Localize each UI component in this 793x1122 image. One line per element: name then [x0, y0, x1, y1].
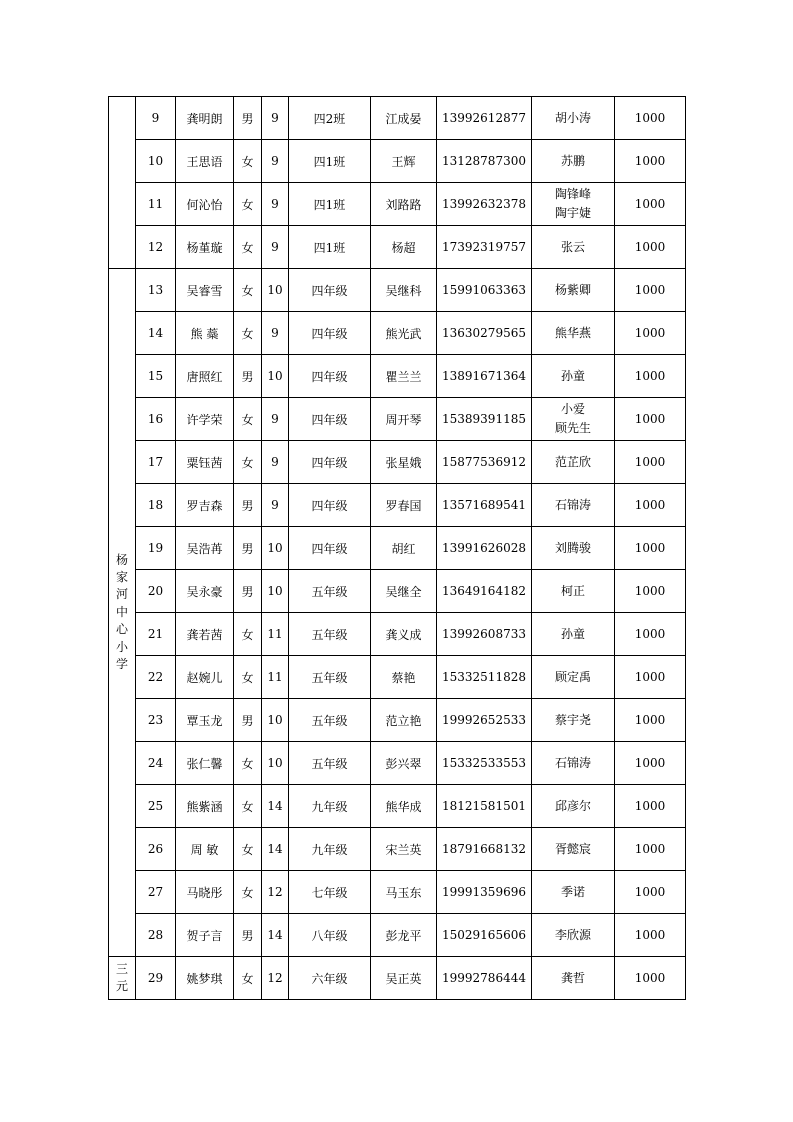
cell-amount: 1000	[615, 97, 686, 140]
cell-student-name: 吴浩苒	[176, 527, 234, 570]
cell-student-name: 马晓彤	[176, 871, 234, 914]
cell-gender: 女	[234, 398, 262, 441]
cell-age: 9	[262, 97, 289, 140]
cell-guardian: 张星娥	[371, 441, 437, 484]
cell-class: 六年级	[289, 957, 371, 1000]
cell-age: 12	[262, 957, 289, 1000]
cell-number: 10	[136, 140, 176, 183]
sponsor-name: 孙童	[560, 626, 585, 641]
cell-number: 19	[136, 527, 176, 570]
cell-age: 11	[262, 613, 289, 656]
cell-school	[109, 957, 136, 1000]
cell-amount: 1000	[615, 312, 686, 355]
cell-guardian: 范立艳	[371, 699, 437, 742]
table-row	[109, 398, 686, 441]
cell-sponsor	[532, 226, 615, 269]
cell-amount: 1000	[615, 828, 686, 871]
cell-number: 28	[136, 914, 176, 957]
cell-guardian: 吴继全	[371, 570, 437, 613]
cell-age: 10	[262, 355, 289, 398]
cell-phone: 13128787300	[437, 140, 532, 183]
cell-phone: 13630279565	[437, 312, 532, 355]
sponsor-name: 柯正	[560, 583, 585, 598]
sponsor-name: 季诺	[560, 884, 585, 899]
cell-phone: 19992652533	[437, 699, 532, 742]
cell-phone: 13992608733	[437, 613, 532, 656]
table-row	[109, 312, 686, 355]
cell-phone: 13649164182	[437, 570, 532, 613]
table-row	[109, 269, 686, 312]
cell-sponsor	[532, 957, 615, 1000]
cell-number: 20	[136, 570, 176, 613]
sponsor-name: 石锦涛	[554, 497, 591, 512]
table-row	[109, 914, 686, 957]
cell-age: 11	[262, 656, 289, 699]
cell-sponsor	[532, 355, 615, 398]
cell-number: 13	[136, 269, 176, 312]
cell-phone: 15332533553	[437, 742, 532, 785]
cell-guardian: 罗春国	[371, 484, 437, 527]
cell-student-name: 杨堇璇	[176, 226, 234, 269]
cell-class: 五年级	[289, 742, 371, 785]
cell-guardian: 刘路路	[371, 183, 437, 226]
cell-class: 五年级	[289, 656, 371, 699]
cell-sponsor	[532, 656, 615, 699]
cell-class: 四1班	[289, 183, 371, 226]
cell-class: 四年级	[289, 312, 371, 355]
sponsor-name: 蔡宇尧	[554, 712, 591, 727]
cell-phone: 18121581501	[437, 785, 532, 828]
cell-student-name: 熊 蘂	[176, 312, 234, 355]
cell-sponsor	[532, 398, 615, 441]
cell-student-name: 王思语	[176, 140, 234, 183]
cell-amount: 1000	[615, 656, 686, 699]
cell-gender: 男	[234, 355, 262, 398]
cell-guardian: 马玉东	[371, 871, 437, 914]
sponsor-name: 苏鹏	[560, 153, 585, 168]
cell-number: 27	[136, 871, 176, 914]
cell-sponsor	[532, 140, 615, 183]
cell-guardian: 王辉	[371, 140, 437, 183]
cell-age: 14	[262, 785, 289, 828]
sponsor-name: 石锦涛	[554, 755, 591, 770]
cell-student-name: 熊紫涵	[176, 785, 234, 828]
cell-gender: 女	[234, 613, 262, 656]
table-row	[109, 183, 686, 226]
cell-class: 四年级	[289, 398, 371, 441]
table-row	[109, 871, 686, 914]
cell-age: 14	[262, 914, 289, 957]
cell-sponsor	[532, 828, 615, 871]
cell-guardian: 杨超	[371, 226, 437, 269]
cell-age: 10	[262, 269, 289, 312]
cell-amount: 1000	[615, 355, 686, 398]
cell-amount: 1000	[615, 484, 686, 527]
sponsor-name: 小爱	[560, 402, 585, 417]
table-row	[109, 656, 686, 699]
cell-number: 14	[136, 312, 176, 355]
cell-sponsor	[532, 97, 615, 140]
cell-number: 17	[136, 441, 176, 484]
cell-student-name: 粟钰茜	[176, 441, 234, 484]
cell-phone: 15332511828	[437, 656, 532, 699]
cell-age: 9	[262, 441, 289, 484]
table-row	[109, 828, 686, 871]
cell-age: 10	[262, 527, 289, 570]
table-row	[109, 140, 686, 183]
cell-student-name: 吴睿雪	[176, 269, 234, 312]
cell-age: 9	[262, 312, 289, 355]
cell-amount: 1000	[615, 226, 686, 269]
cell-number: 15	[136, 355, 176, 398]
sponsor-name: 龚哲	[560, 970, 585, 985]
cell-amount: 1000	[615, 183, 686, 226]
cell-guardian: 彭龙平	[371, 914, 437, 957]
sponsor-name: 范芷欣	[554, 454, 591, 469]
cell-guardian: 熊光武	[371, 312, 437, 355]
cell-student-name: 赵婉儿	[176, 656, 234, 699]
cell-age: 10	[262, 699, 289, 742]
cell-class: 五年级	[289, 699, 371, 742]
sponsor-name: 邱彦尔	[554, 798, 591, 813]
cell-gender: 男	[234, 914, 262, 957]
school-name: 三元	[115, 961, 128, 993]
sponsor-name: 张云	[560, 239, 585, 254]
cell-amount: 1000	[615, 570, 686, 613]
sponsor-name: 刘腾骏	[554, 540, 591, 555]
cell-age: 12	[262, 871, 289, 914]
cell-class: 四年级	[289, 355, 371, 398]
cell-phone: 13992632378	[437, 183, 532, 226]
cell-class: 四1班	[289, 140, 371, 183]
cell-age: 9	[262, 226, 289, 269]
cell-student-name: 许学荣	[176, 398, 234, 441]
table-row	[109, 441, 686, 484]
cell-gender: 女	[234, 312, 262, 355]
cell-amount: 1000	[615, 699, 686, 742]
cell-guardian: 蔡艳	[371, 656, 437, 699]
cell-student-name: 罗吉森	[176, 484, 234, 527]
cell-student-name: 姚梦琪	[176, 957, 234, 1000]
cell-amount: 1000	[615, 871, 686, 914]
cell-amount: 1000	[615, 613, 686, 656]
cell-number: 22	[136, 656, 176, 699]
table-row	[109, 613, 686, 656]
cell-guardian: 周开琴	[371, 398, 437, 441]
cell-gender: 女	[234, 871, 262, 914]
cell-amount: 1000	[615, 398, 686, 441]
table-row	[109, 355, 686, 398]
sponsor-name: 李欣源	[554, 927, 591, 942]
cell-school	[109, 97, 136, 269]
cell-sponsor	[532, 484, 615, 527]
table-row	[109, 699, 686, 742]
cell-number: 21	[136, 613, 176, 656]
cell-class: 四年级	[289, 269, 371, 312]
cell-guardian: 熊华成	[371, 785, 437, 828]
cell-guardian: 宋兰英	[371, 828, 437, 871]
cell-number: 26	[136, 828, 176, 871]
cell-gender: 女	[234, 785, 262, 828]
cell-sponsor	[532, 570, 615, 613]
cell-age: 10	[262, 742, 289, 785]
cell-class: 五年级	[289, 570, 371, 613]
cell-student-name: 龚明朗	[176, 97, 234, 140]
cell-student-name: 龚若茜	[176, 613, 234, 656]
cell-number: 23	[136, 699, 176, 742]
cell-age: 9	[262, 140, 289, 183]
cell-gender: 男	[234, 484, 262, 527]
cell-phone: 19992786444	[437, 957, 532, 1000]
cell-class: 四年级	[289, 441, 371, 484]
cell-gender: 男	[234, 527, 262, 570]
cell-age: 9	[262, 183, 289, 226]
cell-gender: 男	[234, 570, 262, 613]
cell-number: 16	[136, 398, 176, 441]
cell-gender: 女	[234, 183, 262, 226]
sponsor-name: 陶锋峰	[554, 187, 591, 202]
sponsor-name: 顾先生	[554, 421, 591, 435]
cell-class: 五年级	[289, 613, 371, 656]
table-row	[109, 785, 686, 828]
cell-guardian: 瞿兰兰	[371, 355, 437, 398]
sponsor-name: 熊华燕	[554, 325, 591, 340]
cell-sponsor	[532, 527, 615, 570]
cell-phone: 13991626028	[437, 527, 532, 570]
cell-sponsor	[532, 269, 615, 312]
cell-guardian: 吴继科	[371, 269, 437, 312]
school-name: 杨家河中心小学	[115, 552, 128, 671]
cell-class: 七年级	[289, 871, 371, 914]
cell-phone: 15029165606	[437, 914, 532, 957]
cell-number: 29	[136, 957, 176, 1000]
cell-sponsor	[532, 785, 615, 828]
sponsor-name: 杨紫卿	[554, 282, 591, 297]
cell-student-name: 唐照红	[176, 355, 234, 398]
cell-amount: 1000	[615, 269, 686, 312]
cell-class: 四年级	[289, 527, 371, 570]
cell-age: 10	[262, 570, 289, 613]
cell-phone: 13992612877	[437, 97, 532, 140]
sponsor-name: 胥懿宸	[554, 841, 591, 856]
cell-class: 九年级	[289, 828, 371, 871]
cell-gender: 女	[234, 742, 262, 785]
table-row	[109, 97, 686, 140]
sponsor-name: 陶宇婕	[554, 206, 591, 220]
cell-student-name: 何沁怡	[176, 183, 234, 226]
cell-guardian: 胡红	[371, 527, 437, 570]
cell-number: 24	[136, 742, 176, 785]
cell-sponsor	[532, 441, 615, 484]
table-row	[109, 484, 686, 527]
table-row	[109, 957, 686, 1000]
cell-gender: 男	[234, 97, 262, 140]
cell-amount: 1000	[615, 527, 686, 570]
cell-age: 14	[262, 828, 289, 871]
cell-class: 四2班	[289, 97, 371, 140]
table-row	[109, 570, 686, 613]
cell-student-name: 周 敏	[176, 828, 234, 871]
cell-sponsor	[532, 312, 615, 355]
cell-number: 18	[136, 484, 176, 527]
cell-gender: 女	[234, 226, 262, 269]
cell-guardian: 吴正英	[371, 957, 437, 1000]
cell-sponsor	[532, 871, 615, 914]
cell-student-name: 贺子言	[176, 914, 234, 957]
cell-gender: 女	[234, 957, 262, 1000]
cell-sponsor	[532, 613, 615, 656]
cell-amount: 1000	[615, 140, 686, 183]
cell-guardian: 江成晏	[371, 97, 437, 140]
table-row	[109, 226, 686, 269]
cell-phone: 18791668132	[437, 828, 532, 871]
cell-number: 9	[136, 97, 176, 140]
cell-student-name: 覃玉龙	[176, 699, 234, 742]
cell-phone: 13891671364	[437, 355, 532, 398]
cell-age: 9	[262, 398, 289, 441]
student-sponsorship-table	[108, 96, 686, 1000]
cell-school	[109, 269, 136, 957]
cell-class: 四1班	[289, 226, 371, 269]
cell-student-name: 张仁馨	[176, 742, 234, 785]
cell-phone: 15877536912	[437, 441, 532, 484]
cell-sponsor	[532, 742, 615, 785]
cell-gender: 女	[234, 656, 262, 699]
sponsor-name: 顾定禹	[554, 669, 591, 684]
cell-guardian: 彭兴翠	[371, 742, 437, 785]
cell-amount: 1000	[615, 957, 686, 1000]
cell-guardian: 龚义成	[371, 613, 437, 656]
table-body	[109, 97, 686, 1000]
cell-phone: 15389391185	[437, 398, 532, 441]
cell-number: 12	[136, 226, 176, 269]
cell-amount: 1000	[615, 441, 686, 484]
cell-gender: 女	[234, 140, 262, 183]
cell-phone: 13571689541	[437, 484, 532, 527]
cell-sponsor	[532, 183, 615, 226]
cell-class: 九年级	[289, 785, 371, 828]
sponsor-name: 孙童	[560, 368, 585, 383]
cell-student-name: 吴永豪	[176, 570, 234, 613]
cell-gender: 女	[234, 269, 262, 312]
cell-amount: 1000	[615, 914, 686, 957]
cell-gender: 女	[234, 441, 262, 484]
cell-age: 9	[262, 484, 289, 527]
cell-phone: 15991063363	[437, 269, 532, 312]
cell-class: 四年级	[289, 484, 371, 527]
cell-amount: 1000	[615, 785, 686, 828]
sponsor-name: 胡小涛	[554, 110, 591, 125]
cell-sponsor	[532, 699, 615, 742]
cell-sponsor	[532, 914, 615, 957]
cell-gender: 男	[234, 699, 262, 742]
cell-gender: 女	[234, 828, 262, 871]
table-row	[109, 527, 686, 570]
cell-class: 八年级	[289, 914, 371, 957]
table-row	[109, 742, 686, 785]
cell-number: 11	[136, 183, 176, 226]
cell-phone: 19991359696	[437, 871, 532, 914]
cell-number: 25	[136, 785, 176, 828]
cell-phone: 17392319757	[437, 226, 532, 269]
cell-amount: 1000	[615, 742, 686, 785]
